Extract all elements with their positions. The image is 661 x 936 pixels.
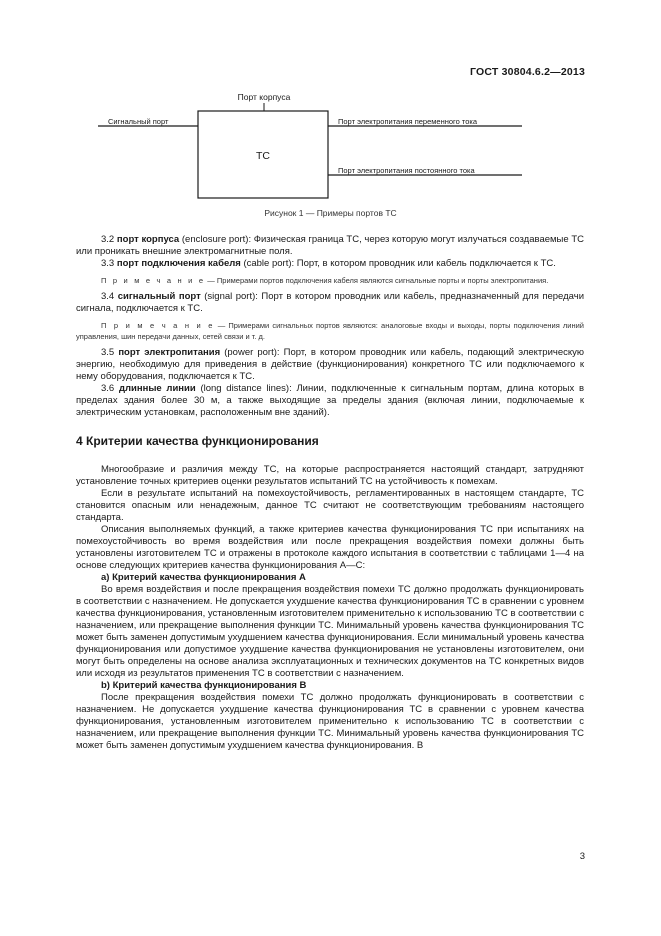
criterion-a-body: Во время воздействия и после прекращения воздействия помехи ТС должно продолжать функционировать в соответствии с назначением. Не допускается ухудшение качества функционирования ТС в сравнении с уровнем качества функционирования, установленным изготовителем применительно к использованию ТС в соответствии с назначением, или прекращение выполнения функции ТС. Минимальный уровень качества функционирования ТС может быть заменен допустимым ухудшением качества функционирования. Если минимальный уровень качества функционирования или допустимое ухудшение качества функционирования не установлены изготовителем, они могут быть определены на основе анализа эксплуатационных и технических документов на ТС конкретных видов или исходя из результатов применения ТС в соответствии с назначением. (76, 584, 585, 679)
body-text (76, 234, 584, 752)
standard-code: ГОСТ 30804.6.2—2013 (469, 66, 585, 78)
definition-3-3: 3.3 порт подключения кабеля (cable port): Порт, в котором проводник или кабель подключается к ТС. (101, 258, 556, 269)
ac-port-label: Порт электропитания переменного тока (338, 117, 478, 126)
criterion-b-title: b) Критерий качества функционирования В (101, 680, 307, 691)
figure-caption: Рисунок 1 — Примеры портов ТС (264, 208, 397, 218)
equipment-box-label: ТС (256, 150, 270, 162)
note-cable-ports: П р и м е ч а н и е — Примерами портов подключения кабеля являются сигнальные порты и порты электропитания. (101, 276, 549, 285)
definition-3-2: 3.2 порт корпуса (enclosure port): Физическая граница ТС, через которую могут излучаться создаваемые ТС или проникать внешние электромагнитные поля. (76, 234, 585, 257)
definition-3-6: 3.6 длинные линии (long distance lines): Линии, подключенные к сигнальным портам, длина которых в пределах здания более 30 м, а также выходящие за пределы здания (включая линии, подключаемые к электрическим установкам, расположенным вне зданий). (76, 383, 585, 418)
ports-diagram (0, 0, 661, 230)
section-4-paragraph-3: Описания выполняемых функций, а также критериев качества функционирования ТС при испытаниях на помехоустойчивость во время воздействия или после прекращения воздействия помехи должны быть установлены изготовителем ТС и отражены в протоколе каждого испытания в соответствии с таблицами 1—4 на основе следующих критериев качества функционирования А—С: (76, 524, 584, 571)
definition-3-5: 3.5 порт электропитания (power port): Порт, в котором проводник или кабель, подающий электрическую энергию, необходимую для приведения в действие (функционирования) конкретного ТС или подключаемого к нему оборудования, подключается к ТС. (76, 347, 584, 382)
housing-port-label: Порт корпуса (237, 92, 291, 102)
dc-port-label: Порт электропитания постоянного тока (338, 166, 475, 175)
section-4-paragraph-2: Если в результате испытаний на помехоустойчивость, регламентированных в настоящем стандарте, ТС становится опасным или ненадежным, данное ТС считают не соответствующим требованиям настоящего стандарта. (76, 488, 584, 523)
section-4-paragraph-1: Многообразие и различия между ТС, на которые распространяется настоящий стандарт, затрудняют установление точных критериев оценки результатов испытаний ТС на устойчивость к помехам. (76, 464, 584, 487)
signal-port-label: Сигнальный порт (108, 117, 169, 126)
note-signal-ports: П р и м е ч а н и е — Примерами сигнальных портов являются: аналоговые входы и выходы, порты подключения линий управления, шин передачи данных, сетей связи и т. д. (76, 321, 584, 341)
page-number: 3 (579, 851, 585, 862)
definition-3-4: 3.4 сигнальный порт (signal port): Порт в котором проводник или кабель, предназначенный для передачи сигнала, подключается к ТС. (76, 291, 585, 314)
criterion-a-title: а) Критерий качества функционирования А (101, 572, 306, 583)
section-4-title: 4 Критерии качества функционирования (76, 434, 319, 448)
criterion-b-body: После прекращения воздействия помехи ТС должно продолжать функционировать в соответствии с назначением. Не допускается ухудшение качества функционирования ТС в сравнении с уровнем качества функционирования, установленным изготовителем применительно к использованию ТС в соответствии с назначением, или прекращение выполнения функции ТС. Минимальный уровень качества функционирования ТС может быть заменен допустимым ухудшением качества функционирования. В (76, 692, 584, 751)
